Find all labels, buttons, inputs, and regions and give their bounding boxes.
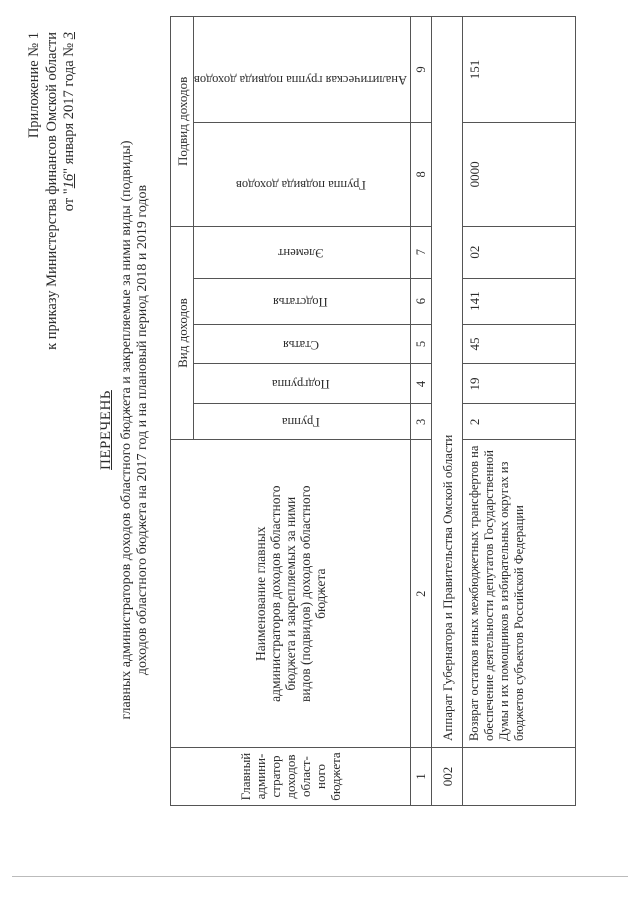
table-row xyxy=(463,17,576,806)
column-number: 2 xyxy=(411,440,432,748)
column-number: 8 xyxy=(411,122,432,226)
column-number-row xyxy=(411,17,432,806)
column-number: 3 xyxy=(411,404,432,440)
header-row-top xyxy=(171,17,194,806)
column-number: 4 xyxy=(411,364,432,404)
document-subtitle-line-1: главных администраторов доходов областного бюджета и закрепляемые за ними виды (подвиды) xyxy=(119,140,134,720)
row-element: 02 xyxy=(463,226,576,278)
header-name: Наименование главных администраторов доходов областного бюджета и закрепляемых за ними видов (подвидов) доходов областного бюджета xyxy=(171,440,411,748)
column-number: 6 xyxy=(411,278,432,324)
appendix-day: 16 xyxy=(61,173,77,189)
appendix-line-3 xyxy=(61,32,79,350)
document-title: ПЕРЕЧЕНЬ xyxy=(98,390,114,470)
row-admin xyxy=(463,748,576,806)
row-podgruppa: 19 xyxy=(463,364,576,404)
header-podvid-dohodov: Подвид доходов xyxy=(171,17,194,227)
appendix-number: 3 xyxy=(61,32,77,40)
header-admin-line: бюджета xyxy=(328,752,343,801)
header-admin-line: доходов xyxy=(283,754,298,799)
appendix-header xyxy=(26,32,79,350)
header-admin-line: стратор xyxy=(268,755,283,798)
appendix-date-prefix: от " xyxy=(61,188,77,212)
section-name: Аппарат Губернатора и Правительства Омской области xyxy=(432,17,463,748)
section-row xyxy=(432,17,463,806)
row-gruppa-podvida: 0000 xyxy=(463,122,576,226)
header-element: Элемент xyxy=(277,245,324,260)
column-number: 7 xyxy=(411,226,432,278)
header-statya-cell xyxy=(194,324,411,364)
column-number: 9 xyxy=(411,17,432,123)
row-podstatya: 141 xyxy=(463,278,576,324)
column-number: 1 xyxy=(411,748,432,806)
row-gruppa: 2 xyxy=(463,404,576,440)
header-gruppa: Группа xyxy=(281,415,320,430)
appendix-line-1: Приложение № 1 xyxy=(26,32,42,139)
section-code: 002 xyxy=(432,748,463,806)
header-gruppa-podvida-cell xyxy=(194,122,411,226)
scan-bottom-rule xyxy=(12,876,628,877)
header-admin-line: ного xyxy=(313,764,328,789)
header-podgruppa-cell xyxy=(194,364,411,404)
header-admin-line: админи- xyxy=(253,753,268,800)
header-podstatya: Подстатья xyxy=(273,294,328,309)
header-podstatya-cell xyxy=(194,278,411,324)
rotated-document-sheet xyxy=(20,10,600,850)
header-element-cell xyxy=(194,226,411,278)
header-admin xyxy=(171,748,411,806)
appendix-line-2: к приказу Министерства финансов Омской области xyxy=(43,32,60,350)
header-analit-gruppa-cell xyxy=(194,17,411,123)
header-gruppa-cell xyxy=(194,404,411,440)
row-analit-gruppa: 151 xyxy=(463,17,576,123)
appendix-date-middle: " января 2017 года № xyxy=(61,39,77,174)
header-vid-dohodov: Вид доходов xyxy=(171,226,194,440)
header-admin-line: Главный xyxy=(238,752,253,801)
header-analit-gruppa: Аналитическая группа подвида доходов xyxy=(194,73,408,88)
document-subtitle-line-2: доходов областного бюджета на 2017 год и на плановый период 2018 и 2019 годов xyxy=(135,184,150,676)
header-admin-line: област- xyxy=(298,756,313,797)
header-podgruppa: Подгруппа xyxy=(271,377,330,392)
row-statya: 45 xyxy=(463,324,576,364)
header-gruppa-podvida: Группа подвида доходов xyxy=(235,178,366,193)
revenue-administrators-table xyxy=(170,16,576,806)
column-number: 5 xyxy=(411,324,432,364)
document-title-block xyxy=(98,10,151,850)
row-name: Возврат остатков иных межбюджетных трансфертов на обеспечение деятельности депутатов Государственной Думы и их помощников в избирательных округах из бюджетов субъектов Российской Федерации xyxy=(463,440,576,748)
header-statya: Статья xyxy=(282,337,319,352)
